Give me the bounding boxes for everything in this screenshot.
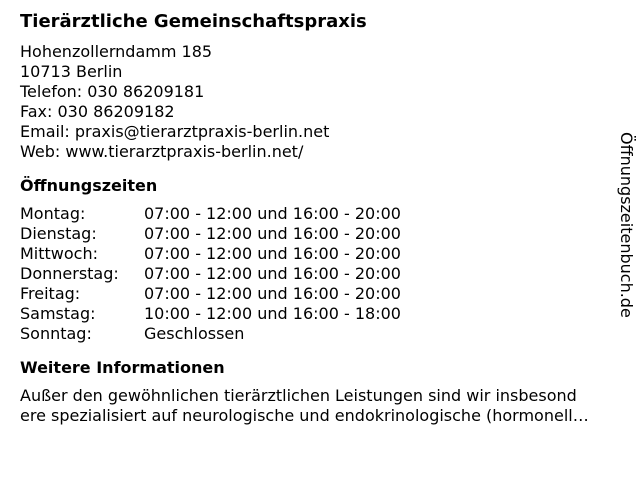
hours-day: Samstag: <box>20 304 96 323</box>
hours-row <box>20 264 401 284</box>
address-street: Hohenzollerndamm 185 <box>20 42 213 61</box>
hours-time: 07:00 - 12:00 und 16:00 - 20:00 <box>144 204 401 223</box>
hours-time: 07:00 - 12:00 und 16:00 - 20:00 <box>144 224 401 243</box>
hours-row <box>20 204 401 224</box>
address-block <box>20 42 620 162</box>
hours-day: Montag: <box>20 204 86 223</box>
further-info-text <box>20 386 632 426</box>
opening-hours-table <box>20 204 401 344</box>
hours-time: 07:00 - 12:00 und 16:00 - 20:00 <box>144 244 401 263</box>
opening-hours-heading: Öffnungszeiten <box>20 176 158 195</box>
hours-day: Dienstag: <box>20 224 97 243</box>
hours-day: Mittwoch: <box>20 244 98 263</box>
phone-number: Telefon: 030 86209181 <box>20 82 205 101</box>
hours-time: 07:00 - 12:00 und 16:00 - 20:00 <box>144 264 401 283</box>
hours-row <box>20 244 401 264</box>
hours-time: 07:00 - 12:00 und 16:00 - 20:00 <box>144 284 401 303</box>
page-title: Tierärztliche Gemeinschaftspraxis <box>20 11 367 32</box>
address-city: 10713 Berlin <box>20 62 123 81</box>
hours-row <box>20 304 401 324</box>
hours-row <box>20 324 401 344</box>
hours-time: 10:00 - 12:00 und 16:00 - 18:00 <box>144 304 401 323</box>
hours-day: Freitag: <box>20 284 81 303</box>
email-address: Email: praxis@tierarztpraxis-berlin.net <box>20 122 330 141</box>
hours-row <box>20 284 401 304</box>
hours-time: Geschlossen <box>144 324 245 343</box>
hours-day: Sonntag: <box>20 324 92 343</box>
fax-number: Fax: 030 86209182 <box>20 102 175 121</box>
website-address: Web: www.tierarztpraxis-berlin.net/ <box>20 142 304 161</box>
hours-row <box>20 224 401 244</box>
further-info-line: ere spezialisiert auf neurologische und endokrinologische (hormonell… <box>20 406 589 425</box>
further-info-line: Außer den gewöhnlichen tierärztlichen Leistungen sind wir insbesond <box>20 386 577 405</box>
practice-card <box>20 10 620 426</box>
site-watermark-label: Öffnungszeitenbuch.de <box>617 132 636 318</box>
hours-day: Donnerstag: <box>20 264 119 283</box>
further-info-heading: Weitere Informationen <box>20 358 225 377</box>
